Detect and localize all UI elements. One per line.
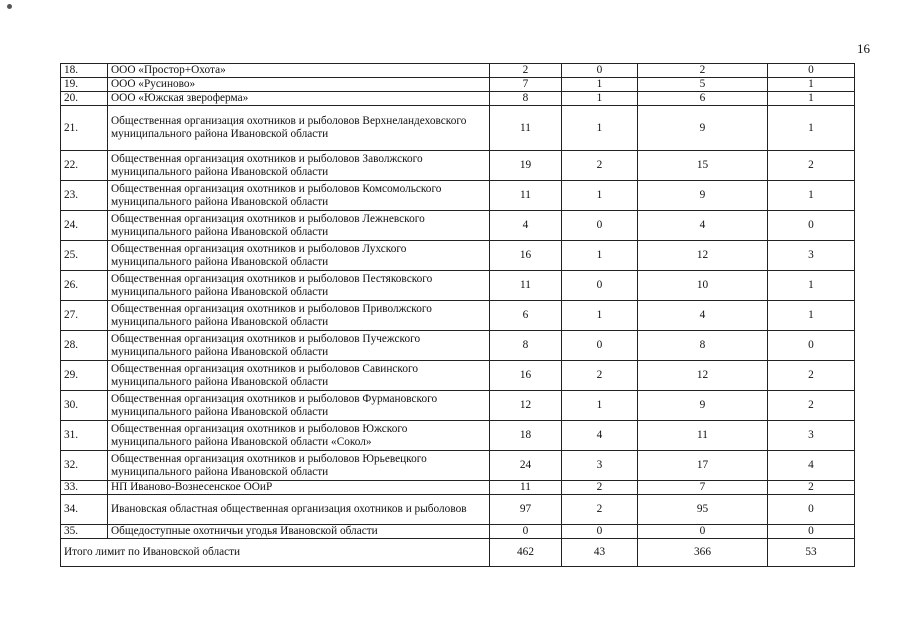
limit-value-col-1: 11 — [490, 271, 562, 301]
row-number: 21. — [61, 106, 108, 151]
row-number: 34. — [61, 495, 108, 525]
limit-value-col-3: 9 — [638, 181, 768, 211]
limit-value-col-2: 4 — [562, 421, 638, 451]
limit-value-col-1: 18 — [490, 421, 562, 451]
limit-value-col-1: 16 — [490, 241, 562, 271]
limit-value-col-3: 9 — [638, 106, 768, 151]
table-row — [61, 106, 855, 151]
limit-value-col-2: 1 — [562, 181, 638, 211]
table-row — [61, 361, 855, 391]
table-row — [61, 481, 855, 495]
limit-value-col-1: 19 — [490, 151, 562, 181]
table-row — [61, 525, 855, 539]
limit-value-col-2: 1 — [562, 391, 638, 421]
row-number: 20. — [61, 92, 108, 106]
organization-name: ООО «Южская звероферма» — [108, 92, 490, 106]
limit-value-col-4: 2 — [768, 151, 855, 181]
total-value-col-4: 53 — [768, 539, 855, 567]
row-number: 25. — [61, 241, 108, 271]
limit-value-col-2: 2 — [562, 361, 638, 391]
limit-value-col-3: 8 — [638, 331, 768, 361]
organization-name: Общественная организация охотников и рыболовов Пестяковского муниципального района Ивановской области — [108, 271, 490, 301]
organization-name: Общественная организация охотников и рыболовов Лухского муниципального района Ивановской области — [108, 241, 490, 271]
limit-value-col-3: 11 — [638, 421, 768, 451]
limit-value-col-4: 4 — [768, 451, 855, 481]
limit-value-col-1: 8 — [490, 92, 562, 106]
row-number: 19. — [61, 78, 108, 92]
organization-name: Общественная организация охотников и рыболовов Лежневского муниципального района Ивановской области — [108, 211, 490, 241]
limit-value-col-2: 0 — [562, 525, 638, 539]
row-number: 31. — [61, 421, 108, 451]
limit-value-col-1: 4 — [490, 211, 562, 241]
limit-value-col-4: 0 — [768, 64, 855, 78]
row-number: 30. — [61, 391, 108, 421]
limit-value-col-2: 0 — [562, 331, 638, 361]
limit-value-col-3: 5 — [638, 78, 768, 92]
limit-value-col-1: 11 — [490, 106, 562, 151]
table-body — [61, 64, 855, 567]
table-row — [61, 421, 855, 451]
row-number: 24. — [61, 211, 108, 241]
total-value-col-1: 462 — [490, 539, 562, 567]
limit-value-col-4: 2 — [768, 361, 855, 391]
hunting-limits-table — [60, 63, 855, 567]
table-row — [61, 495, 855, 525]
limit-value-col-2: 1 — [562, 301, 638, 331]
limit-value-col-4: 1 — [768, 106, 855, 151]
limit-value-col-1: 8 — [490, 331, 562, 361]
organization-name: Общественная организация охотников и рыболовов Савинского муниципального района Ивановской области — [108, 361, 490, 391]
limit-value-col-4: 0 — [768, 211, 855, 241]
organization-name: Общественная организация охотников и рыболовов Комсомольского муниципального района Ивановской области — [108, 181, 490, 211]
limit-value-col-4: 3 — [768, 241, 855, 271]
limit-value-col-1: 12 — [490, 391, 562, 421]
total-value-col-3: 366 — [638, 539, 768, 567]
total-row — [61, 539, 855, 567]
limit-value-col-4: 2 — [768, 481, 855, 495]
limit-value-col-3: 9 — [638, 391, 768, 421]
row-number: 29. — [61, 361, 108, 391]
limit-value-col-2: 1 — [562, 106, 638, 151]
organization-name: Общественная организация охотников и рыболовов Юрьевецкого муниципального района Ивановской области — [108, 451, 490, 481]
row-number: 33. — [61, 481, 108, 495]
limit-value-col-1: 6 — [490, 301, 562, 331]
organization-name: Общедоступные охотничьи угодья Ивановской области — [108, 525, 490, 539]
limit-value-col-3: 12 — [638, 361, 768, 391]
table-row — [61, 92, 855, 106]
limit-value-col-2: 3 — [562, 451, 638, 481]
table-row — [61, 331, 855, 361]
limit-value-col-4: 1 — [768, 78, 855, 92]
limit-value-col-1: 7 — [490, 78, 562, 92]
limit-value-col-4: 1 — [768, 271, 855, 301]
limit-value-col-3: 7 — [638, 481, 768, 495]
organization-name: Общественная организация охотников и рыболовов Заволжского муниципального района Ивановской области — [108, 151, 490, 181]
table-row — [61, 211, 855, 241]
row-number: 18. — [61, 64, 108, 78]
limit-value-col-2: 1 — [562, 92, 638, 106]
table-row — [61, 241, 855, 271]
organization-name: НП Иваново-Вознесенское ООиР — [108, 481, 490, 495]
limit-value-col-4: 1 — [768, 301, 855, 331]
limit-value-col-4: 0 — [768, 525, 855, 539]
organization-name: Общественная организация охотников и рыболовов Приволжского муниципального района Ивановской области — [108, 301, 490, 331]
limit-value-col-4: 2 — [768, 391, 855, 421]
organization-name: Общественная организация охотников и рыболовов Фурмановского муниципального района Ивановской области — [108, 391, 490, 421]
limit-value-col-3: 17 — [638, 451, 768, 481]
limit-value-col-3: 4 — [638, 301, 768, 331]
table-row — [61, 301, 855, 331]
limit-value-col-4: 3 — [768, 421, 855, 451]
table-row — [61, 451, 855, 481]
limit-value-col-2: 2 — [562, 481, 638, 495]
limit-value-col-3: 6 — [638, 92, 768, 106]
limit-value-col-3: 12 — [638, 241, 768, 271]
limit-value-col-3: 2 — [638, 64, 768, 78]
limit-value-col-3: 10 — [638, 271, 768, 301]
limit-value-col-1: 97 — [490, 495, 562, 525]
limit-value-col-3: 0 — [638, 525, 768, 539]
limit-value-col-2: 1 — [562, 241, 638, 271]
limit-value-col-2: 0 — [562, 211, 638, 241]
scan-corner-mark — [7, 4, 12, 9]
limit-value-col-1: 2 — [490, 64, 562, 78]
limit-value-col-2: 1 — [562, 78, 638, 92]
organization-name: Общественная организация охотников и рыболовов Пучежского муниципального района Ивановской области — [108, 331, 490, 361]
table-row — [61, 78, 855, 92]
table-row — [61, 391, 855, 421]
limit-value-col-3: 95 — [638, 495, 768, 525]
table-row — [61, 271, 855, 301]
row-number: 32. — [61, 451, 108, 481]
row-number: 27. — [61, 301, 108, 331]
row-number: 22. — [61, 151, 108, 181]
table-row — [61, 64, 855, 78]
limit-value-col-4: 1 — [768, 181, 855, 211]
organization-name: Общественная организация охотников и рыболовов Южского муниципального района Ивановской области «Сокол» — [108, 421, 490, 451]
total-label: Итого лимит по Ивановской области — [61, 539, 490, 567]
limit-value-col-4: 0 — [768, 331, 855, 361]
limit-value-col-4: 1 — [768, 92, 855, 106]
limit-value-col-1: 16 — [490, 361, 562, 391]
limit-value-col-1: 0 — [490, 525, 562, 539]
organization-name: ООО «Простор+Охота» — [108, 64, 490, 78]
limit-value-col-1: 11 — [490, 481, 562, 495]
limit-value-col-2: 0 — [562, 64, 638, 78]
limit-value-col-3: 15 — [638, 151, 768, 181]
row-number: 28. — [61, 331, 108, 361]
organization-name: ООО «Русиново» — [108, 78, 490, 92]
limit-value-col-4: 0 — [768, 495, 855, 525]
limit-value-col-3: 4 — [638, 211, 768, 241]
limit-value-col-2: 0 — [562, 271, 638, 301]
page-number: 16 — [857, 41, 870, 56]
table-row — [61, 151, 855, 181]
organization-name: Ивановская областная общественная организация охотников и рыболовов — [108, 495, 490, 525]
limit-value-col-1: 24 — [490, 451, 562, 481]
total-value-col-2: 43 — [562, 539, 638, 567]
row-number: 26. — [61, 271, 108, 301]
row-number: 35. — [61, 525, 108, 539]
organization-name: Общественная организация охотников и рыболовов Верхнеландеховского муниципального района Ивановской области — [108, 106, 490, 151]
table-row — [61, 181, 855, 211]
limit-value-col-2: 2 — [562, 151, 638, 181]
limit-value-col-1: 11 — [490, 181, 562, 211]
limit-value-col-2: 2 — [562, 495, 638, 525]
row-number: 23. — [61, 181, 108, 211]
